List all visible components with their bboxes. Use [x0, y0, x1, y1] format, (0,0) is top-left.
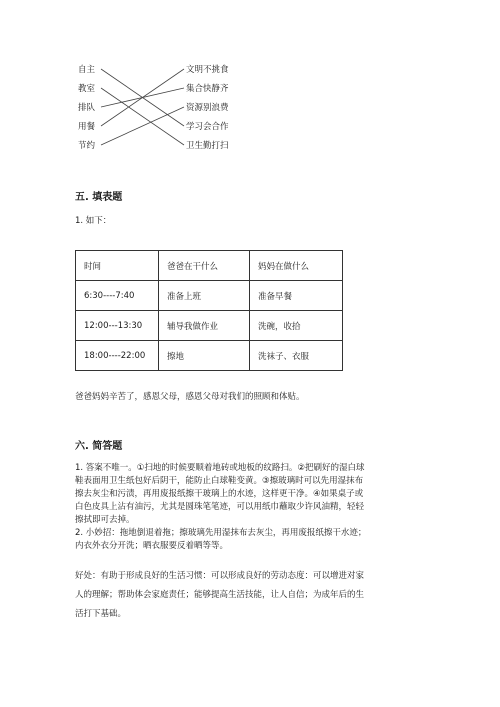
match-left-4: 用餐 — [78, 122, 96, 132]
schedule-table — [75, 250, 343, 371]
answer-1 — [75, 462, 365, 527]
table-header-cell: 爸爸在干什么 — [159, 251, 250, 281]
answer-1-line: 1. 答案不唯一。①扫地的时候要顺着地砖或地板的纹路扫。②把刷好的湿白球 — [75, 463, 365, 473]
table-cell: 洗袜子、衣服 — [250, 341, 343, 371]
benefit-line: 活打下基础。 — [75, 609, 127, 619]
section5-summary: 爸爸妈妈辛苦了，感恩父母，感恩父母对我们的照顾和体贴。 — [75, 392, 305, 402]
table-header-row — [76, 251, 343, 281]
match-left-2: 教室 — [78, 84, 96, 94]
match-line-2 — [101, 88, 184, 145]
answer-1-line: 擦拭即可去掉。 — [75, 515, 135, 525]
table-cell: 辅导我做作业 — [159, 311, 250, 341]
table-cell: 洗碗，收拾 — [250, 311, 343, 341]
table-cell: 准备上班 — [159, 281, 250, 311]
match-left-3: 排队 — [78, 103, 96, 113]
section5-title: 五. 填表题 — [75, 192, 123, 203]
match-right-4: 学习会合作 — [186, 122, 229, 132]
benefit-paragraph — [75, 567, 364, 624]
table-header-cell: 妈妈在做什么 — [250, 251, 343, 281]
table-cell: 12:00---13:30 — [76, 311, 159, 341]
section6-title: 六. 简答题 — [75, 441, 123, 452]
answer-2 — [75, 527, 366, 553]
table-cell: 擦地 — [159, 341, 250, 371]
table-cell: 6:30----7:40 — [76, 281, 159, 311]
table-row — [76, 281, 343, 311]
match-right-2: 集合快静齐 — [186, 84, 229, 94]
table-header-cell: 时间 — [76, 251, 159, 281]
benefit-line: 人的理解；帮助体会家庭责任；能够提高生活技能，让人自信；为成年后的生 — [75, 590, 365, 600]
answer-2-line: 2. 小妙招：拖地倒退着拖；擦玻璃先用湿抹布去灰尘，再用废报纸擦干水迹； — [75, 528, 367, 538]
table-cell: 18:00----22:00 — [76, 341, 159, 371]
answer-2-line: 内衣外衣分开洗；晒衣服要反着晒等等。 — [75, 541, 229, 551]
section5-question: 1. 如下： — [75, 216, 112, 226]
answer-1-line: 白色皮具上沾有油污，尤其是圆珠笔笔迹，可以用纸巾蘸取少许风油精，轻轻 — [75, 502, 365, 512]
match-right-3: 资源别浪费 — [186, 103, 229, 113]
table-cell: 准备早餐 — [250, 281, 343, 311]
benefit-line: 好处：有助于形成良好的生活习惯：可以形成良好的劳动态度：可以增进对家 — [75, 571, 365, 581]
table-row — [76, 311, 343, 341]
answer-1-line: 鞋表面用卫生纸包好后阴干，能防止白球鞋变黄。③擦玻璃时可以先用湿抹布 — [75, 476, 364, 486]
match-right-1: 文明不挑食 — [186, 65, 229, 75]
answer-1-line: 擦去灰尘和污渍，再用废报纸擦干玻璃上的水迹，这样更干净。④如果桌子或 — [75, 489, 364, 499]
match-left-1: 自主 — [78, 65, 96, 75]
table-row — [76, 341, 343, 371]
match-line-5 — [101, 107, 184, 145]
match-right-5: 卫生勤打扫 — [186, 141, 229, 151]
match-left-5: 节约 — [78, 141, 96, 151]
